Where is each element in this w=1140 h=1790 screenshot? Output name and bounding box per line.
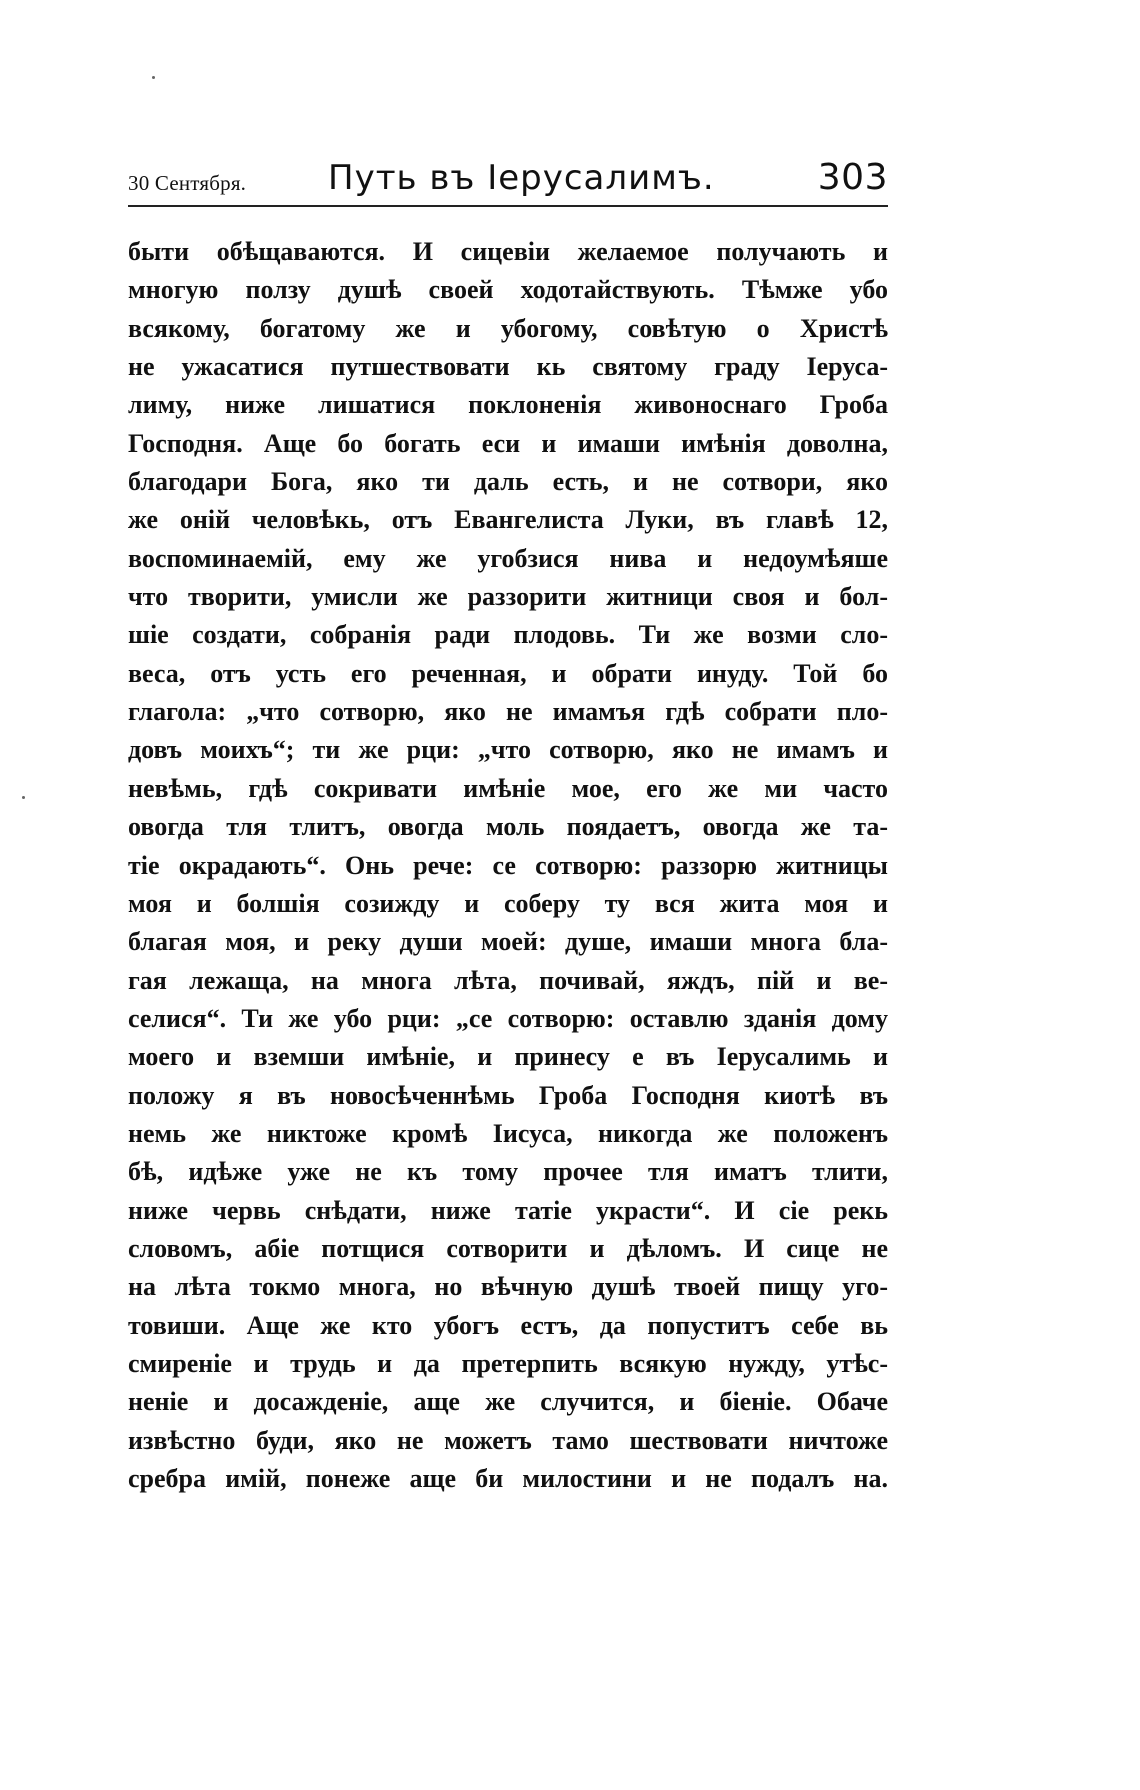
text-line: многую ползу душѣ своей ходотайствують. Тѣмже убо bbox=[128, 275, 888, 305]
text-line: воспоминаемій, ему же угобзися нива и недоумѣяше bbox=[128, 543, 888, 573]
text-line: словомъ, абіе потщися сотворити и дѣломъ. И сице не bbox=[128, 1233, 888, 1263]
text-line: положу я въ новосѣченнѣмь Гроба Господня киотѣ въ bbox=[128, 1080, 888, 1110]
text-line: селися“. Ти же убо рци: „се сотворю: оставлю зданія дому bbox=[128, 1003, 888, 1033]
body-text bbox=[128, 233, 888, 1498]
text-line: моя и болшія созижду и соберу ту вся жита моя и bbox=[128, 888, 888, 918]
text-line: невѣмь, гдѣ сокривати имѣніе мое, его же ми часто bbox=[128, 773, 888, 803]
text-line: немь же никтоже кромѣ Іисуса, никогда же положенъ bbox=[128, 1118, 888, 1148]
text-line: глагола: „что сотворю, яко не имамъя гдѣ собрати пло- bbox=[128, 697, 888, 727]
scan-speck bbox=[22, 796, 25, 799]
text-line: неніе и досажденіе, аще же случится, и біеніе. Обаче bbox=[128, 1387, 888, 1417]
text-line: Господня. Аще бо богать еси и имаши имѣнія доволна, bbox=[128, 428, 888, 458]
text-line: ниже червь снѣдати, ниже татіе украсти“. И сіе рекь bbox=[128, 1195, 888, 1225]
text-line: сребра имій, понеже аще би милостини и не подалъ на. bbox=[128, 1464, 888, 1493]
text-line: тіе окрадають“. Онь рече: се сотворю: раззорю житницы bbox=[128, 850, 888, 880]
text-line: благая моя, и реку души моей: душе, имаши многа бла- bbox=[128, 927, 888, 957]
text-line: лиму, ниже лишатися поклоненія живоноснаго Гроба bbox=[128, 390, 888, 420]
text-line: не ужасатися путшествовати кь святому граду Іеруса- bbox=[128, 352, 888, 382]
text-line: всякому, богатому же и убогому, совѣтую о Христѣ bbox=[128, 313, 888, 343]
text-line: бѣ, идѣже уже не къ тому прочее тля иматъ тлити, bbox=[128, 1157, 888, 1187]
text-line: извѣстно буди, яко не можетъ тамо шествовати ничтоже bbox=[128, 1425, 888, 1455]
text-line: же оній человѣкь, отъ Евангелиста Луки, въ главѣ 12, bbox=[128, 505, 888, 535]
header-date: 30 Сентября. bbox=[128, 171, 247, 195]
text-line: веса, отъ усть его реченная, и обрати инуду. Той бо bbox=[128, 658, 888, 688]
running-head bbox=[128, 148, 888, 204]
text-line: моего и вземши имѣніе, и принесу е въ Іерусалимь и bbox=[128, 1042, 888, 1072]
text-line: быти обѣщаваются. И сицевіи желаемое получають и bbox=[128, 237, 888, 266]
text-line: смиреніе и трудь и да претерпить всякую нужду, утѣс- bbox=[128, 1348, 888, 1378]
scan-speck bbox=[152, 76, 155, 79]
text-line: гая лежаща, на многа лѣта, почивай, яждъ, пій и ве- bbox=[128, 965, 888, 995]
text-line: шіе создати, собранія ради плодовь. Ти же возми сло- bbox=[128, 620, 888, 650]
text-line: благодари Бога, яко ти даль есть, и не сотвори, яко bbox=[128, 467, 888, 497]
text-line: довъ моихъ“; ти же рци: „что сотворю, яко не имамъ и bbox=[128, 735, 888, 765]
text-line: на лѣта токмо многа, но вѣчную душѣ твоей пищу уго- bbox=[128, 1272, 888, 1302]
header-rule bbox=[128, 205, 888, 207]
header-title: Путь въ Іерусалимъ. bbox=[328, 158, 715, 198]
text-line: что творити, умисли же раззорити житници своя и бол- bbox=[128, 582, 888, 612]
page-number: 303 bbox=[817, 157, 888, 198]
text-line: товиши. Аще же кто убогъ естъ, да попуститъ себе вь bbox=[128, 1310, 888, 1340]
text-line: овогда тля тлитъ, овогда моль поядаетъ, овогда же та- bbox=[128, 812, 888, 842]
